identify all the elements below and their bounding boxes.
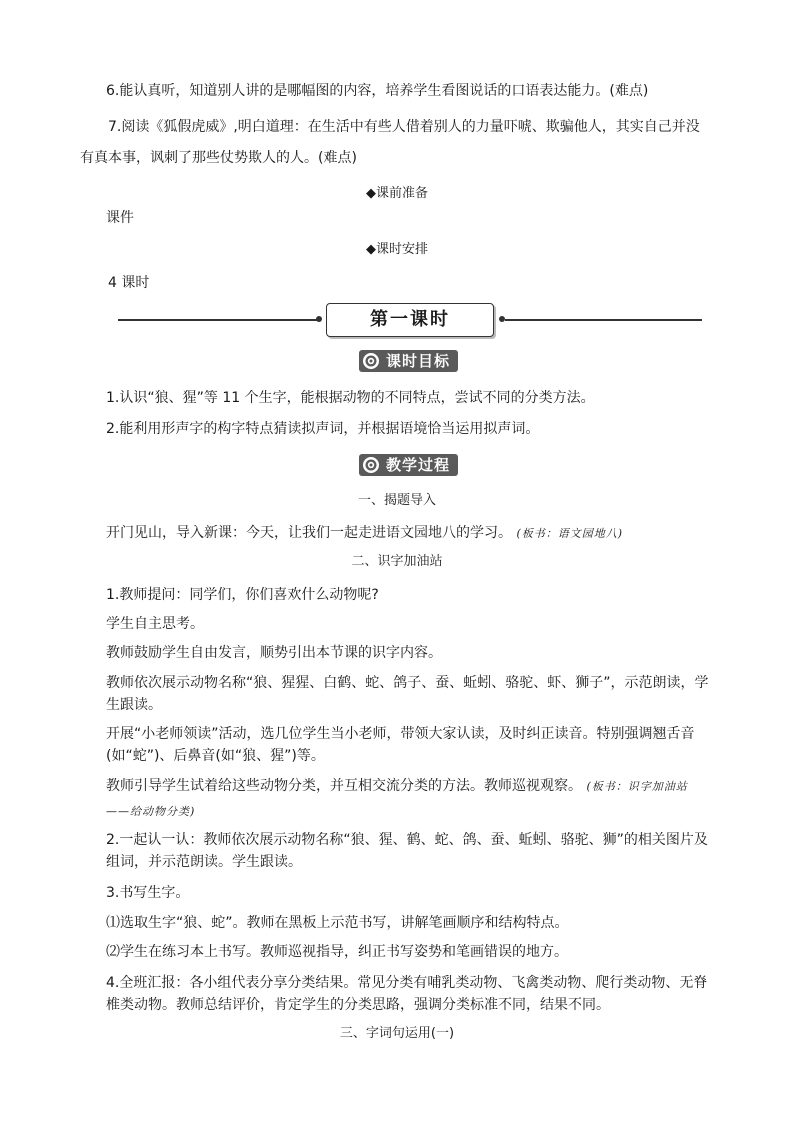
target-icon <box>362 456 380 474</box>
section-2-p6 <box>106 776 688 797</box>
section-1-heading: 一、揭题导入 <box>357 493 436 508</box>
process-tag <box>359 454 458 476</box>
section-2-p4: 教师依次展示动物名称“狼、猩猩、白鹤、蛇、鸽子、蚕、蚯蚓、骆驼、虾、狮子”，示范朗读，学生跟读。 <box>106 675 709 713</box>
goals-tag <box>359 350 458 372</box>
schedule-heading: ◆课时安排 <box>366 242 428 257</box>
schedule-content: 4 课时 <box>108 275 150 291</box>
section-2-p11: 4.全班汇报：各小组代表分享分类结果。常见分类有哺乳类动物、飞禽类动物、爬行类动物、无脊椎类动物。教师总结评价，肯定学生的分类思路，强调分类标准不同，结果不同。 <box>106 975 708 1013</box>
banner-rule-right <box>505 319 702 321</box>
section-1-body: 开门见山，导入新课：今天，让我们一起走进语文园地八的学习。 <box>106 525 512 541</box>
objective-6: 6.能认真听，知道别人讲的是哪幅图的内容，培养学生看图说话的口语表达能力。(难点) <box>106 83 649 99</box>
goals-tag-label: 课时目标 <box>386 352 451 370</box>
section-2-p8: 3.书写生字。 <box>106 885 190 901</box>
section-3-heading: 三、字词句运用(一) <box>339 1026 455 1041</box>
section-2-p10: ⑵学生在练习本上书写。教师巡视指导，纠正书写姿势和笔画错误的地方。 <box>106 944 568 960</box>
board-note-2a: (板书：识字加油站 <box>586 780 688 793</box>
section-2-p5: 开展“小老师领读”活动，选几位学生当小老师，带领大家认读，及时纠正读音。特别强调翘舌音(如“蛇”)、后鼻音(如“狼、猩”)等。 <box>106 726 695 764</box>
banner-rule-left <box>118 319 318 321</box>
lesson-title: 第一课时 <box>326 303 494 337</box>
goal-1: 1.认识“狼、猩”等 11 个生字，能根据动物的不同特点，尝试不同的分类方法。 <box>106 390 595 406</box>
prep-heading: ◆课前准备 <box>366 186 428 201</box>
goal-2: 2.能利用形声字的构字特点猜读拟声词，并根据语境恰当运用拟声词。 <box>106 421 540 437</box>
objective-7-line1: 7.阅读《狐假虎威》,明白道理：在生活中有些人借着别人的力量吓唬、欺骗他人，其实自己并没 <box>108 119 700 135</box>
prep-content: 课件 <box>106 210 134 226</box>
section-2-p3: 教师鼓励学生自由发言，顺势引出本节课的识字内容。 <box>106 645 442 661</box>
target-icon <box>362 352 380 370</box>
section-2-p1: 1.教师提问：同学们，你们喜欢什么动物呢? <box>106 587 379 603</box>
board-note-1: (板书：语文园地八) <box>516 527 624 540</box>
section-2-p2: 学生自主思考。 <box>106 616 204 632</box>
section-1-text <box>106 523 623 544</box>
objective-7-line2: 有真本事，讽刺了那些仗势欺人的人。(难点) <box>80 150 357 166</box>
process-tag-label: 教学过程 <box>386 456 451 474</box>
section-2-p9: ⑴选取生字“狼、蛇”。教师在黑板上示范书写，讲解笔画顺序和结构特点。 <box>106 915 569 931</box>
banner-dot-left <box>316 316 322 322</box>
board-note-2b: ——给动物分类) <box>106 805 196 818</box>
section-2-heading: 二、识字加油站 <box>351 554 443 569</box>
section-2-p7: 2.一起认一认：教师依次展示动物名称“狼、猩、鹤、蛇、鸽、蚕、蚯蚓、骆驼、狮”的相关图片及组词，并示范朗读。学生跟读。 <box>106 832 708 870</box>
section-2-p6-body: 教师引导学生试着给这些动物分类，并互相交流分类的方法。教师巡视观察。 <box>106 778 582 794</box>
